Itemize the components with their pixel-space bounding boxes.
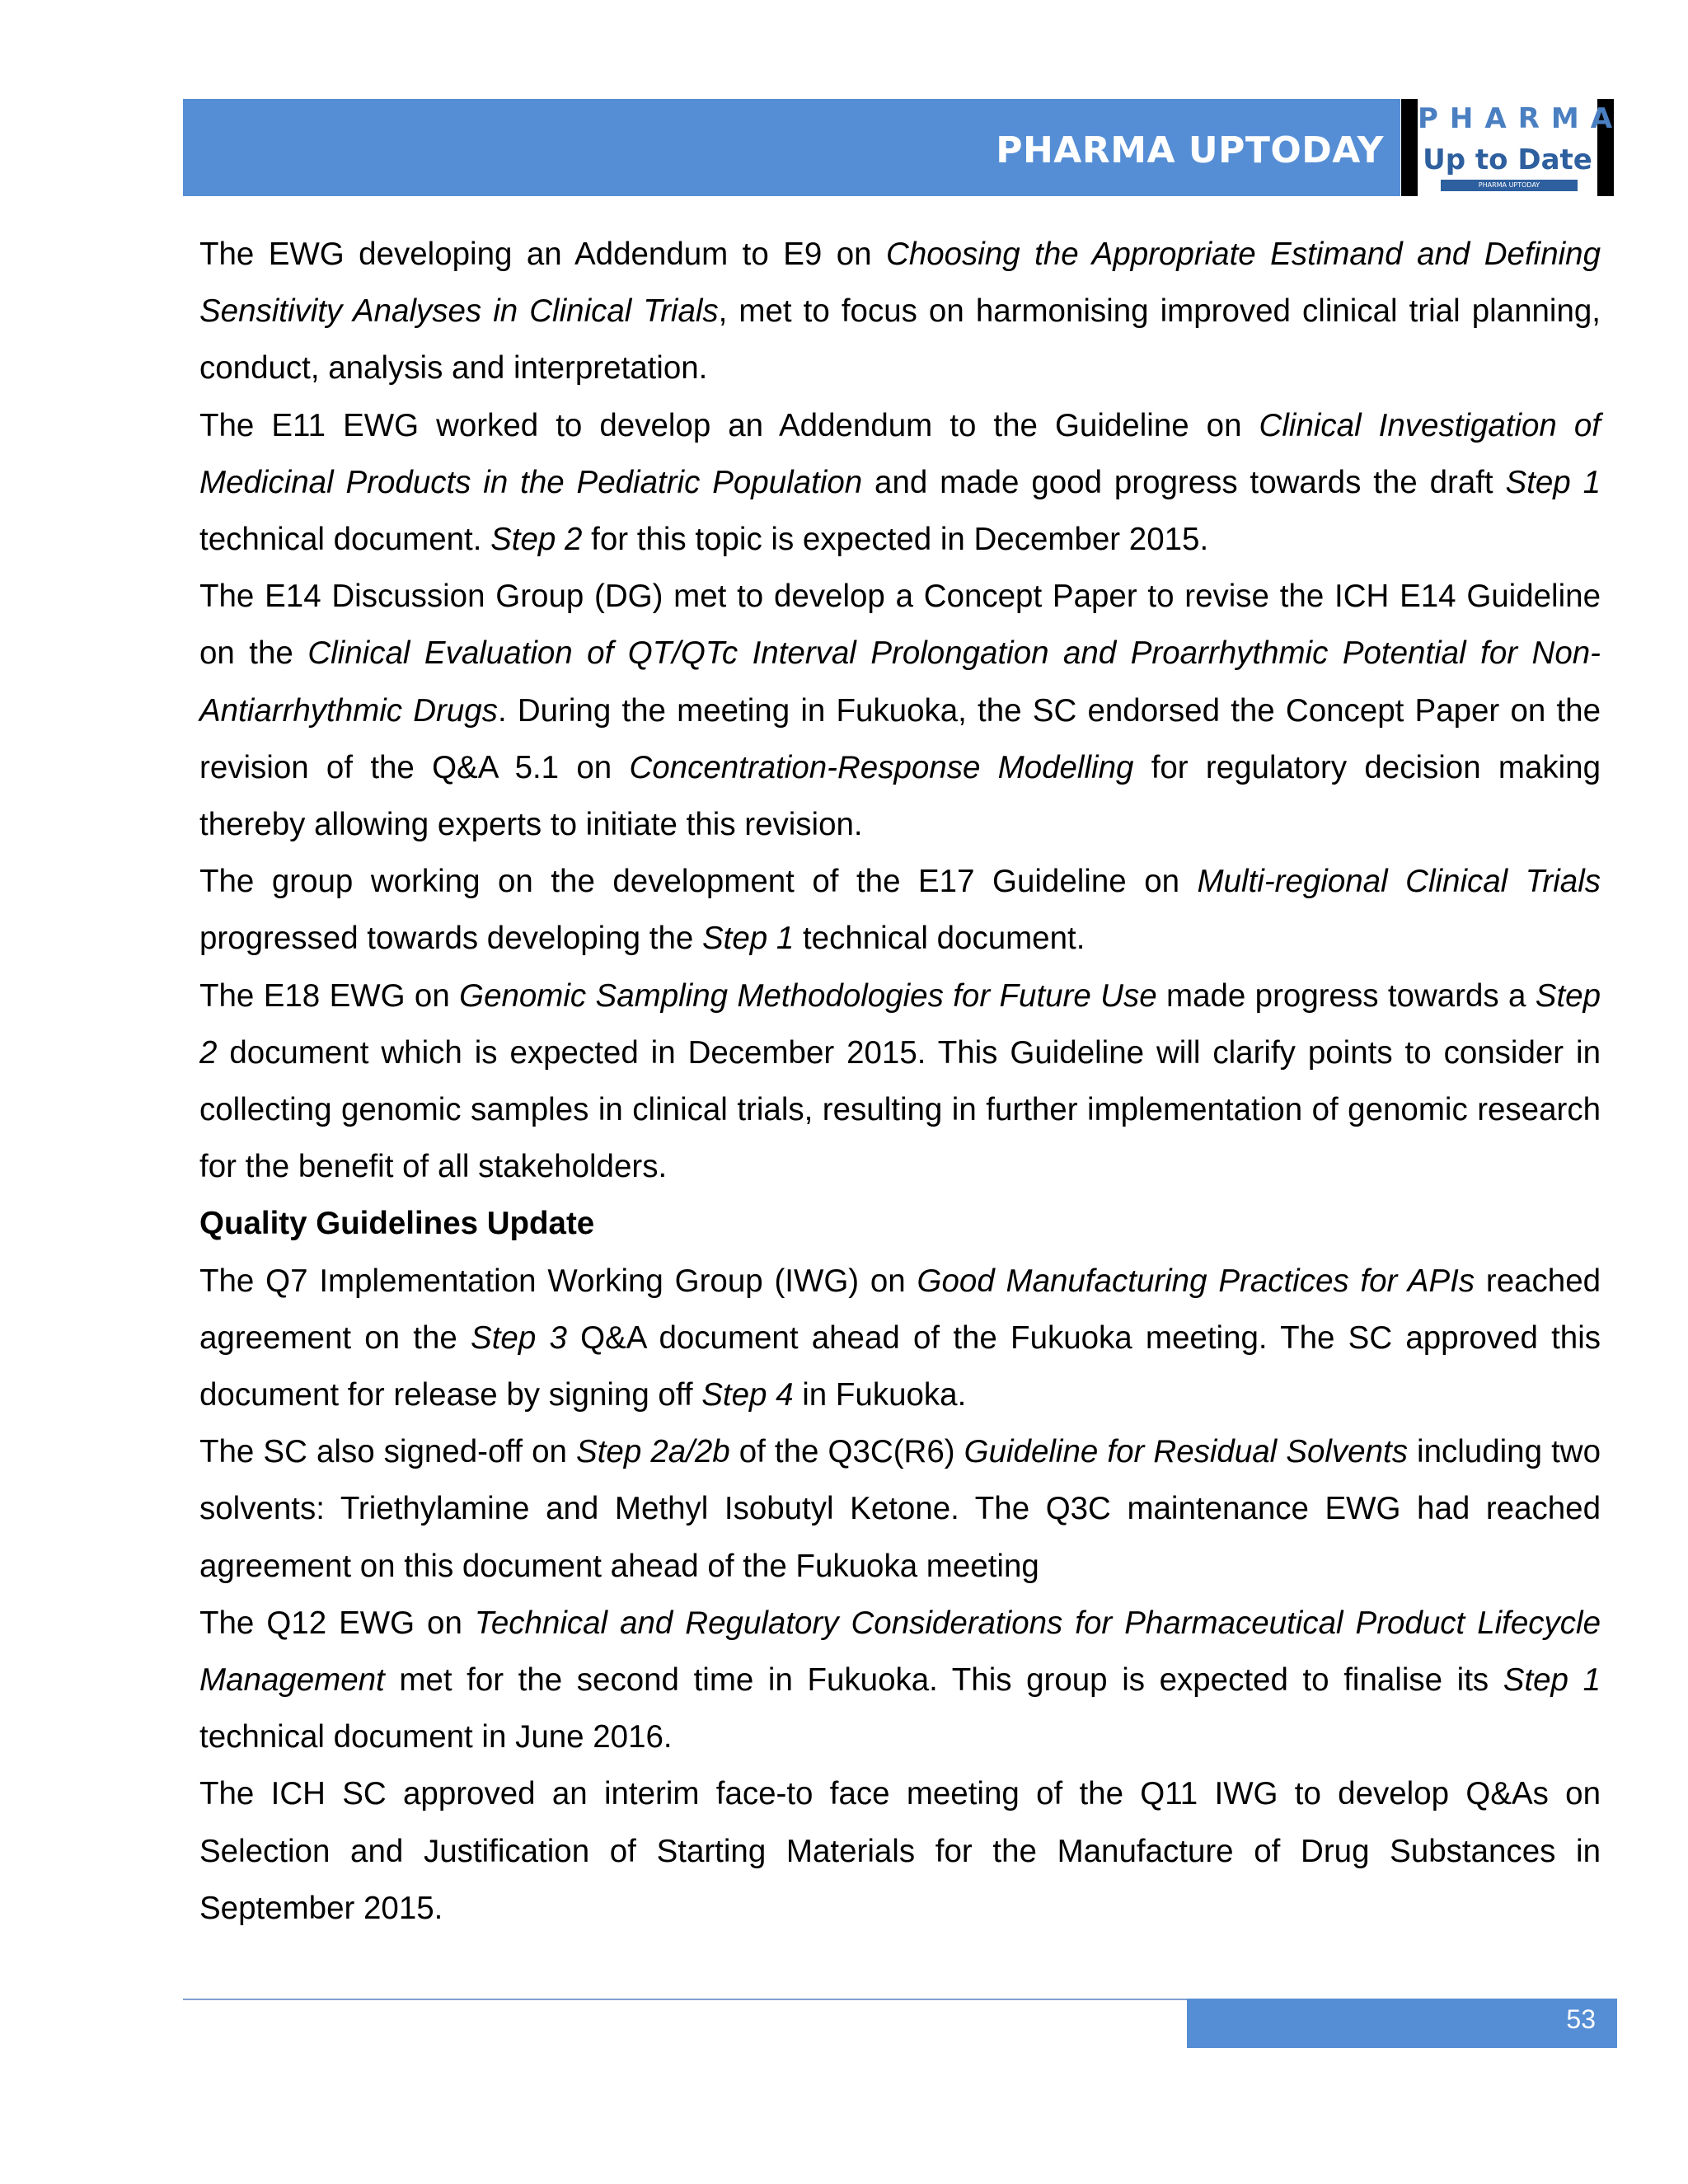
logo-panel: [1418, 99, 1625, 196]
body-paragraph: The E14 Discussion Group (DG) met to develop a Concept Paper to revise the ICH E14 Guideline on the Clinical Evaluation of QT/QTc Interval Prolongation and Proarrhythmic Potential for Non-Antiarrhythmic Drugs. During the meeting in Fukuoka, the SC endorsed the Concept Paper on the revision of the Q&A 5.1 on Concentration-Response Modelling for regulatory decision making thereby allowing experts to initiate this revision.: [199, 579, 1601, 843]
italic-run: Concentration-Response Modelling: [629, 749, 1134, 785]
italic-run: Step 2: [199, 977, 1601, 1071]
italic-run: Genomic Sampling Methodologies for Future Use: [459, 977, 1157, 1014]
page-number: 53: [1566, 2004, 1596, 2034]
header-title: PHARMA UPTODAY: [996, 129, 1384, 171]
italic-run: Step 4: [701, 1377, 794, 1413]
body-paragraph: The Q7 Implementation Working Group (IWG) on Good Manufacturing Practices for APIs reached agreement on the Step 3 Q&A document ahead of the Fukuoka meeting. The SC approved this document for release by signing off Step 4 in Fukuoka.: [199, 1263, 1601, 1413]
italic-run: Guideline for Residual Solvents: [964, 1434, 1408, 1470]
italic-run: Step 2a/2b: [576, 1434, 730, 1470]
italic-run: Good Manufacturing Practices for APIs: [917, 1263, 1475, 1299]
body-paragraph: The E18 EWG on Genomic Sampling Methodologies for Future Use made progress towards a Step 2 document which is expected in December 2015. This Guideline will clarify points to consider in collecting genomic samples in clinical trials, resulting in further implementation of genomic research for the benefit of all stakeholders.: [199, 977, 1601, 1185]
italic-run: Technical and Regulatory Considerations for Pharmaceutical Product Lifecycle Management: [199, 1605, 1601, 1699]
section-heading: Quality Guidelines Update: [199, 1206, 595, 1242]
header-bar: [183, 99, 1400, 196]
logo-tagline: PHARMA UPTODAY: [1441, 180, 1578, 191]
italic-run: Clinical Investigation of Medicinal Products in the Pediatric Population: [199, 407, 1601, 500]
body-paragraph: The ICH SC approved an interim face-to face meeting of the Q11 IWG to develop Q&As on Selection and Justification of Starting Materials for the Manufacture of Drug Substances in September 2015.: [199, 1776, 1601, 1926]
italic-run: Choosing the Appropriate Estimand and Defining Sensitivity Analyses in Clinical Trials: [199, 237, 1601, 330]
document-body: [199, 226, 1601, 1937]
italic-run: Step 3: [471, 1319, 567, 1356]
italic-run: Step 1: [701, 921, 795, 957]
italic-run: Multi-regional Clinical Trials: [1197, 864, 1601, 900]
logo-word-uptodate: Up to Date: [1423, 143, 1592, 176]
footer-page-box: [1187, 1999, 1617, 2048]
body-paragraph: The E11 EWG worked to develop an Addendum to the Guideline on Clinical Investigation of Medicinal Products in the Pediatric Population and made good progress towards the draft Step 1 technical document. Step 2 for this topic is expected in December 2015.: [199, 407, 1601, 558]
logo-word-pharma: PHARMA: [1418, 102, 1625, 135]
body-paragraph: The EWG developing an Addendum to E9 on Choosing the Appropriate Estimand and Defining Sensitivity Analyses in Clinical Trials, met to focus on harmonising improved clinical trial planning, conduct, analysis and interpretation.: [199, 237, 1601, 387]
italic-run: Clinical Evaluation of QT/QTc Interval Prolongation and Proarrhythmic Potential for Non-Antiarrhythmic Drugs: [199, 635, 1601, 729]
body-paragraph: The Q12 EWG on Technical and Regulatory Considerations for Pharmaceutical Product Lifecycle Management met for the second time in Fukuoka. This group is expected to finalise its Step 1 technical document in June 2016.: [199, 1605, 1601, 1755]
italic-run: Step 1: [1503, 1662, 1601, 1699]
body-paragraph: The SC also signed-off on Step 2a/2b of the Q3C(R6) Guideline for Residual Solvents including two solvents: Triethylamine and Methyl Isobutyl Ketone. The Q3C maintenance EWG had reached agreement on this document ahead of the Fukuoka meeting: [199, 1434, 1601, 1584]
body-paragraph: The group working on the development of the E17 Guideline on Multi-regional Clinical Trials progressed towards developing the Step 1 technical document.: [199, 864, 1601, 957]
italic-run: Step 1: [1505, 464, 1601, 500]
italic-run: Step 2: [490, 522, 583, 558]
pharma-logo: [1401, 99, 1625, 196]
